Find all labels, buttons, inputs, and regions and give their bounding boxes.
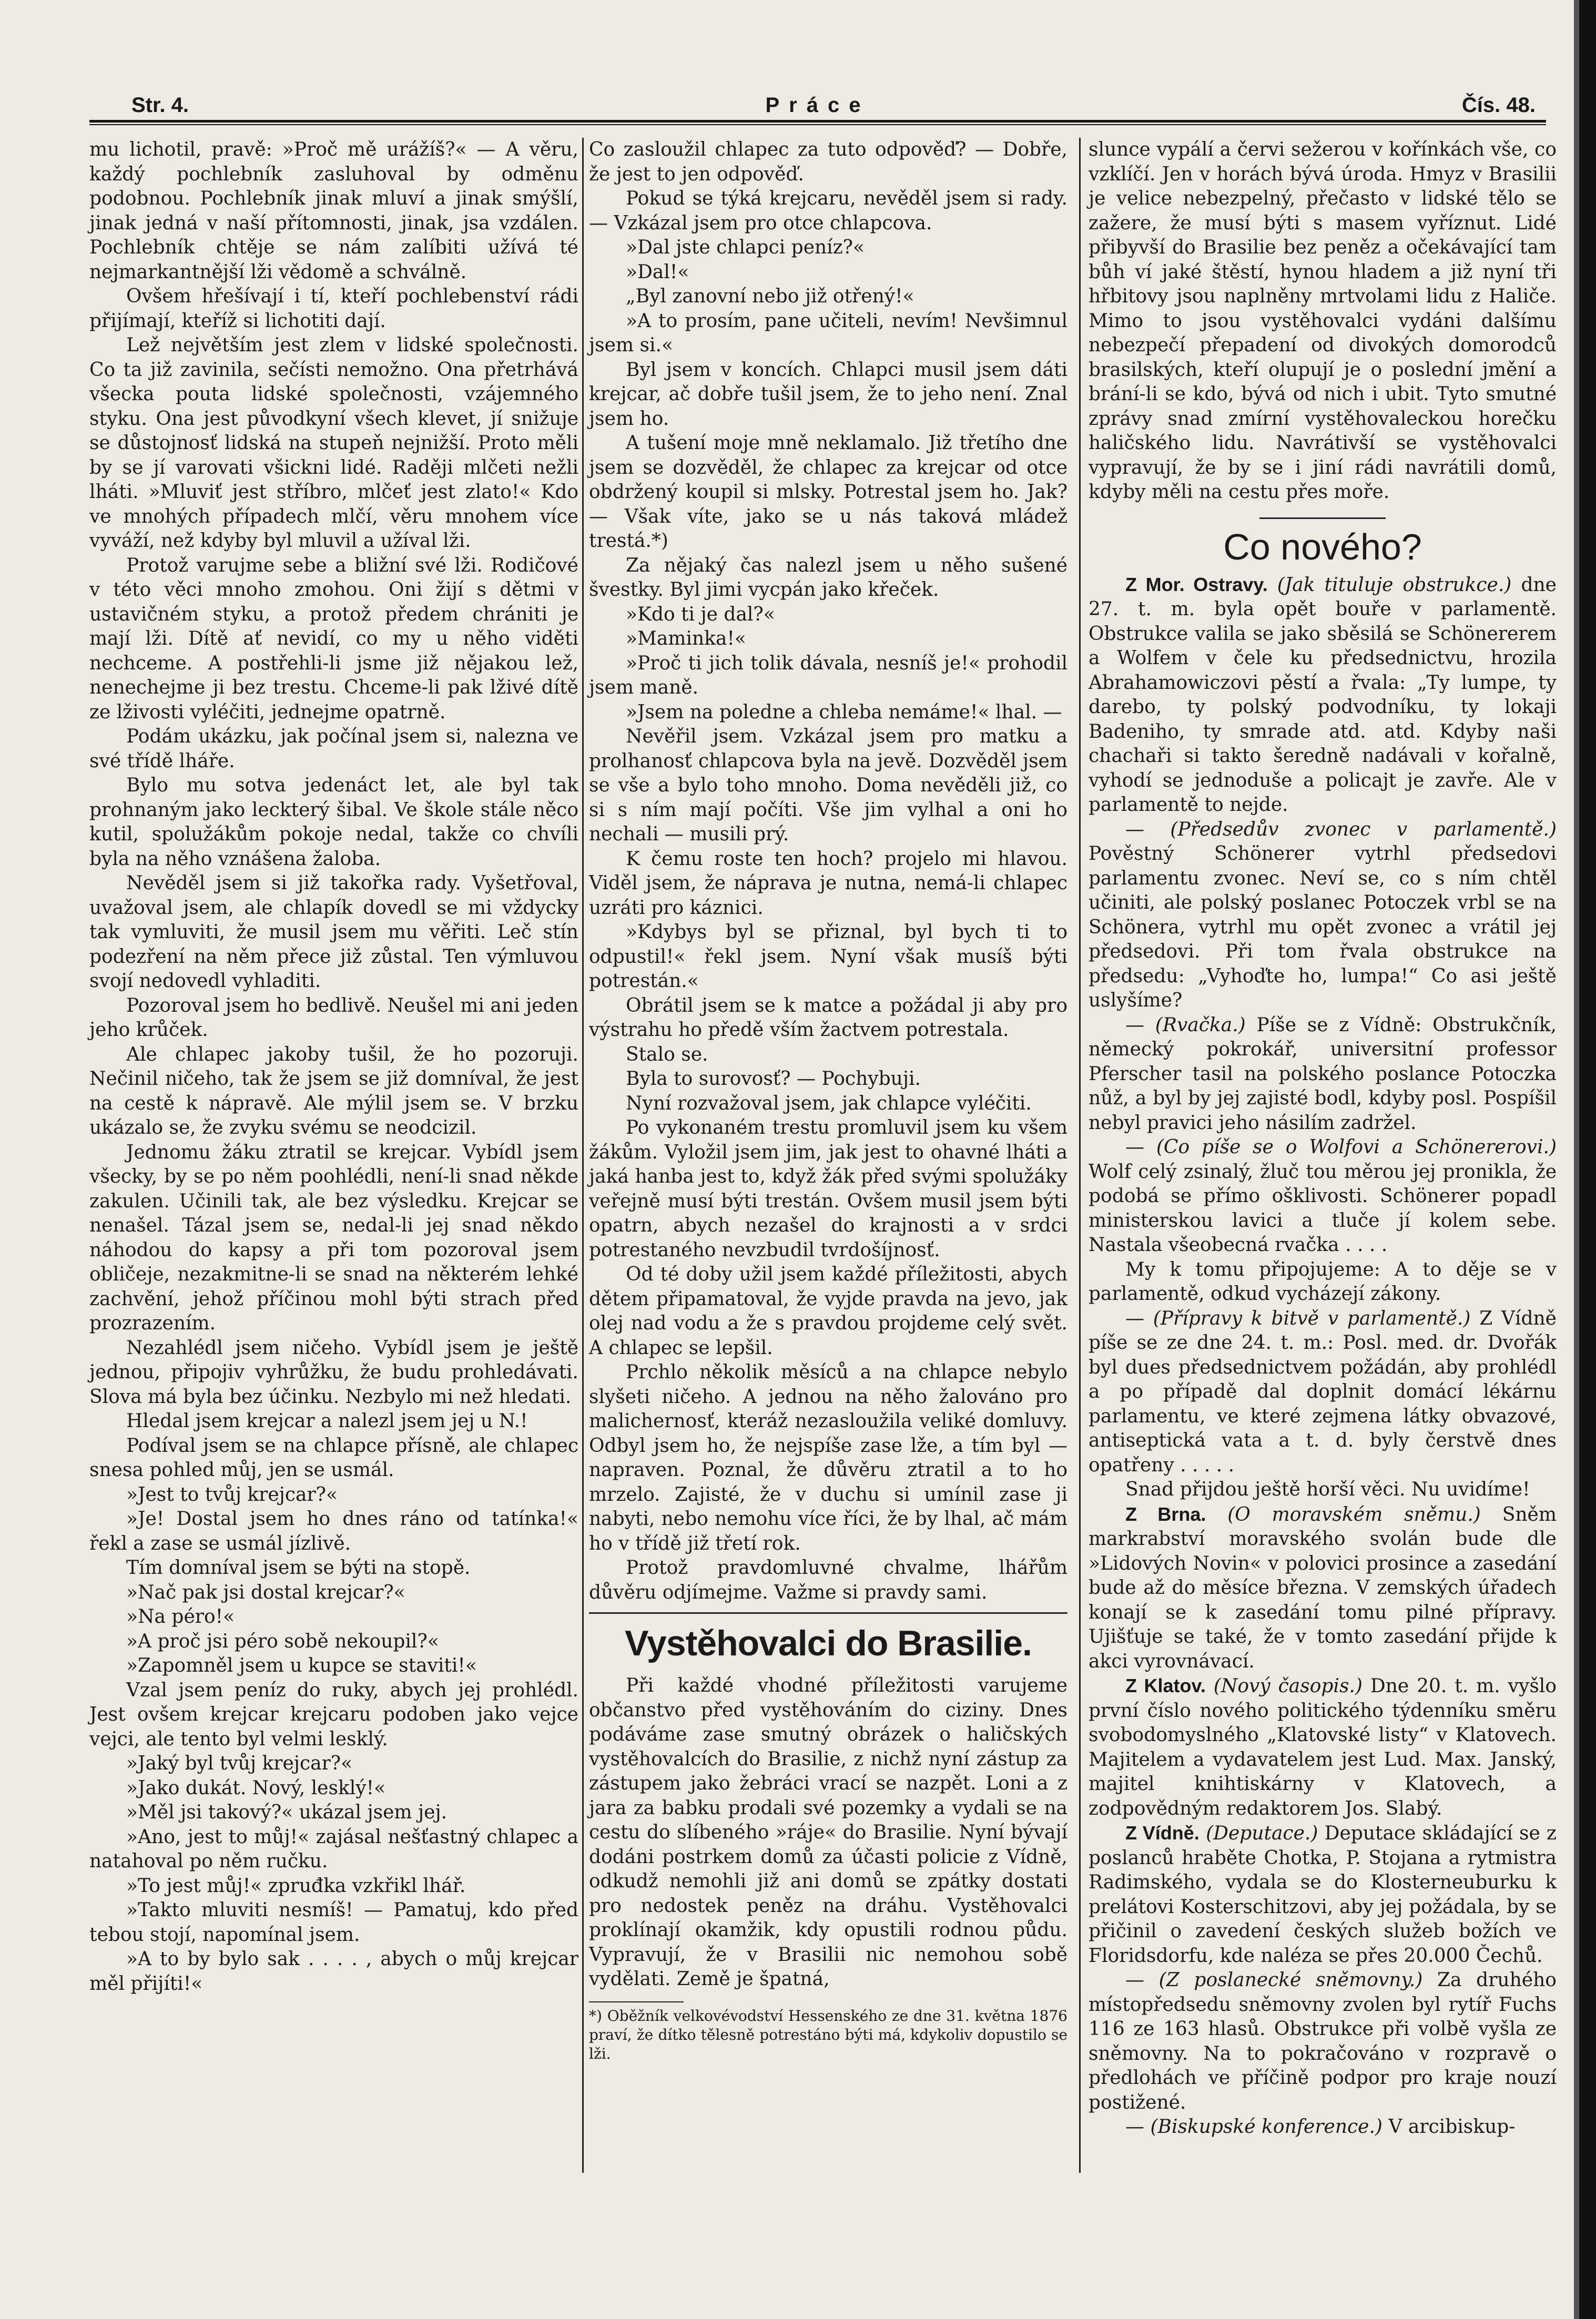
article-continuation (589, 138, 1068, 1605)
news-item-comment: Snad přijdou ještě horší věci. Nu uvidíme! (1125, 1479, 1530, 1500)
article-paragraph: Podám ukázku, jak počínal jsem si, nalezna ve své třídě lháře. (89, 726, 578, 772)
article-paragraph: Bylo mu sotva jedenáct let, ale byl tak prohnaným jako leckterý šibal. Ve škole stále něco kutil, spolužákům pokoje nedal, takže co chvíli byla na něho vznášena žaloba. (89, 775, 578, 870)
article-paragraph: Byl jsem v koncích. Chlapci musil jsem dáti krejcar, ač dobře tušil jsem, že to jeho není. Znal jsem ho. (589, 359, 1068, 430)
article-paragraph: Jednomu žáku ztratil se krejcar. Vybídl jsem všecky, by se po něm poohlédli, není-li snad někde zakulen. Učinili tak, ale bez výsledku. Krejcar se nenašel. Tázal jsem se, nedal-li jej snad někdo náhodou do kapsy a při tom pozoroval jsem obličeje, nezakmitne-li se snad na některém lehké zachvění, jehož příčinou mohl býti strach před prozrazením. (89, 1141, 578, 1334)
article-paragraph: Při každé vhodné příležitosti varujeme občanstvo před vystěhováním do ciziny. Dnes podáváme zase smutný obrázek o haličských vystěhovalcích do Brasilie, z nichž nyní zástup za zástupem jako žebráci vrací se nazpět. Loni a z jara za babku prodali své pozemky a vydali se na cestu do slíbeného »ráje« do Brasilie. Nyní bývají dodáni postrkem domů za účasti policie z Vídně, odkudž nemohli již ani domů se zpátky dostati pro nedostek peněz na dráhu. Vystěhovalci proklínají okamžik, kdy opustili rodnou půdu. Vypravují, že v Brasilii nic nemohou sobě vydělati. Země je špatná, (589, 1675, 1068, 1990)
article-paragraph: »Jako dukát. Nový, lesklý!« (126, 1777, 386, 1799)
article-paragraph: »Dal jste chlapci peníz?« (626, 237, 865, 258)
article-paragraph: Ale chlapec jakoby tušil, že ho pozoruji. Nečinil ničeho, tak že jsem se již domníval, že jest na cestě k nápravě. Ale mýlil jsem se. V brzku ukázalo se, že zvyku svému se neodcizil. (89, 1043, 578, 1138)
article-paragraph: »A proč jsi péro sobě nekoupil?« (126, 1630, 439, 1652)
article-paragraph: »Nač pak jsi dostal krejcar?« (126, 1581, 405, 1603)
article-paragraph: A tušení moje mně neklamalo. Již třetího dne jsem se dozvěděl, že chlapec za krejcar od otce obdržený koupil si mlsky. Potrestal jsem ho. Jak? — Však víte, jako se u nás taková mládež trestá.*) (589, 432, 1068, 552)
news-item-ostrava: Z Mor. Ostravy. (Jak tituluje obstrukce.) dne 27. t. m. byla opět bouře v parlamentě. Obstrukce valila se jako sběsilá se Schönererem a Wolfem v čele ku předsednictvu, hrozila Abrahamowiczovi pěstí a řvala: „Ty lumpe, ty darebo, ty polský podvodníku, ty lokaji Badeniho, ty smrade atd. atd. Kdyby naši chachaři si takto šeredně nadávali v kořalně, vyhodí se jednoduše a policajt je zavře. Ale v parlamentě to nejde. (1089, 573, 1557, 816)
article-paragraph: Podíval jsem se na chlapce přísně, ale chlapec snesa pohled můj, jen se usmál. (89, 1435, 578, 1481)
article-paragraph: Po vykonaném trestu promluvil jsem ku všem žákům. Vyložil jsem jim, jak jest to ohavné lháti a jaká hanba jest to, když žák před svými spolužáky veřejně musí býti trestán. Ovšem musil jsem býti opatrn, abych nezašel do krajnosti a v srdci potrestaného nevzbudil tvrdošíjnosť. (589, 1117, 1068, 1261)
article-paragraph: »Takto mluviti nesmíš! — Pamatuj, kdo před tebou stojí, napomínal jsem. (89, 1899, 578, 1946)
article-paragraph: Lež největším jest zlem v lidské společnosti. Co ta již zavinila, sečísti nemožno. Ona přetrhává všecka pouta lidské společnosti, vzájemného styku. Ona jest původkyní všech klevet, jí snižuje se důstojnosť lidská na stupeň nejnižší. Proto měli by se jí varovati všickni lidé. Raději mlčeti nežli lháti. »Mluviť jest stříbro, mlčeť jest zlato!« Kdo ve mnohých případech mlčí, věru mnohem více vyváží, než kdyby byl mluvil a užíval lži. (89, 334, 578, 552)
article-paragraph: Pozoroval jsem ho bedlivě. Neušel mi ani jeden jeho krůček. (89, 994, 578, 1041)
section-rule (589, 1612, 1068, 1614)
header-rule (89, 120, 1546, 125)
footnote-rule (589, 2001, 684, 2002)
article-paragraph: Pokud se týká krejcaru, nevěděl jsem si rady. — Vzkázal jsem pro otce chlapcova. (589, 188, 1068, 234)
column-divider (1079, 138, 1081, 2173)
news-item-pripravy: — (Přípravy k bitvě v parlamentě.) Z Vídně píše se ze dne 24. t. m.: Posl. med. dr. Dvořák byl dues předsednictvem požádán, aby prohlédl a po případě dal doplnit domácí lékárnu parlamentu, ve které zejmena látky obvazové, antiseptická vata a t. d. byly čerstvě dnes opatřeny . . . . . (1089, 1307, 1557, 1476)
article-paragraph: mu lichotil, pravě: »Proč mě urážíš?« — A věru, každý pochlebník zasluhoval by odměnu podobnou. Pochlebník jinak mluví a jinak smýšlí, jinak jedná v naší přítomnosti, jinak, jsa vzdálen. Pochlebník chtěje se nám zalíbiti užívá té nejmarkantnější lži vědomě a schválně. (89, 139, 578, 283)
article-paragraph: Stalo se. (626, 1043, 708, 1065)
article-paragraph: »Jaký byl tvůj krejcar?« (126, 1753, 353, 1774)
footnote: *) Oběžník velkovévodství Hessenského ze dne 31. května 1876 praví, že dítko tělesně potrestáno býti má, kdykoliv dopustilo se lži. (589, 2007, 1068, 2062)
article-paragraph: »Proč ti jich tolik dávala, nesníš je!« prohodil jsem maně. (589, 652, 1068, 698)
article-paragraph: Od té doby užil jsem každé příležitosti, abych dětem připamatoval, že vyjde pravda na jevo, jak olej nad vodu a že s pravdou projdeme celý svět. A chlapec se lepšil. (589, 1264, 1068, 1359)
article-paragraph: »Ano, jest to můj!« zajásal nešťastný chlapec a natahoval po něm ručku. (89, 1826, 578, 1872)
article-paragraph: Nezahlédl jsem ničeho. Vybídl jsem je ještě jednou, připojiv vyhrůžku, že budu prohledávati. Slova má byla bez účinku. Nezbylo mi než hledati. (89, 1337, 578, 1408)
news-item-snemovna: — (Z poslanecké sněmovny.) Za druhého místopředsedu sněmovny zvolen byl rytíř Fuchs 116 ze 163 hlasů. Obstrukce při volbě vyšla ze sněmovny. Na to pokračováno v rozpravě o předlohách ve příčině podpor pro kraje nouzí postižené. (1089, 1969, 1557, 2113)
article-paragraph: »Dal!« (626, 261, 689, 283)
article-paragraph: slunce vypálí a červi sežerou v kořínkách vše, co vzklíčí. Jen v horách bývá úroda. Hmyz v Brasilii je velice nebezpelný, přečasto v lidské tělo se zažere, že musí býti s masem vyříznut. Lidé přibyvší do Brasilie bez peněz a očekávající tam bůh ví jaké štěstí, hynou hladem a již nyní tři hřbitovy jsou naplněny mrtvolami lidu z Haliče. Mimo to jsou vystěhovalci vydáni dalšímu nebezpečí přepadení od divokých domorodců brasilských, kteří olupují je o poslední jmění a brání-li se kdo, bývá od nich i ubit. Tyto smutné zprávy snad zmírní vystěhovaleckou horečku haličského lidu. Navrátivší se vystěhovalci vypravují, že by se i jiní rádi navrátili domů, kdyby měli na cestu přes moře. (1089, 139, 1557, 503)
article-paragraph: Nyní rozvažoval jsem, jak chlapce vyléčiti. (626, 1092, 1032, 1114)
section-rule (1259, 517, 1386, 519)
article-paragraph: Byla to surovosť? — Pochybuji. (626, 1068, 921, 1090)
article-paragraph: »A to by bylo sak . . . . , abych o můj krejcar měl přijíti!« (89, 1948, 578, 1995)
article-paragraph: »Zapomněl jsem u kupce se staviti!« (126, 1655, 477, 1676)
article-paragraph: Ovšem hřešívají i tí, kteří pochlebenství rádi přijímají, kteříž si lichotiti dají. (89, 286, 578, 332)
article-paragraph: Prchlo několik měsíců a na chlapce nebylo slyšeti ničeho. A jednou na něho žalováno pro malichernosť, kteráž nezasloužila veliké domluvy. Odbyl jsem ho, že nejspíše zase lže, a tím byl — napraven. Poznal, že důvěru ztratil a to ho mrzelo. Zajisté, že v duchu si umínil zase ji nabyti, nebo nemohu více říci, že by lhal, ač mám ho v třídě již třetí rok. (589, 1361, 1068, 1554)
news-item-wolf: — (Co píše se o Wolfovi a Schönererovi.) Wolf celý zsinalý, žluč tou měrou jej pronikla, že podobá se přímo ošklivosti. Schönerer popadl ministerskou lavici a tluče jí kolem sebe. Nastala všeobecná rvačka . . . . (1089, 1136, 1557, 1256)
article-paragraph: Vzal jsem peníz do ruky, abych jej prohlédl. Jest ovšem krejcar krejcaru podoben jako vejce vejci, ale tento byl velmi lesklý. (89, 1679, 578, 1750)
section-title-co-noveho: Co nového? (1223, 526, 1422, 567)
article-paragraph: »Maminka!« (626, 628, 746, 649)
news-item-rvacka: — (Rvačka.) Píše se z Vídně: Obstrukčník, německý pokrokář, universitní professor Pferscher tasil na polského poslance Potoczka nůž, a byl by jej zajisté bodl, kdyby posl. Pospíšil nebyl pravici jeho násilím zadržel. (1089, 1014, 1557, 1134)
page-edge-shadow (1574, 0, 1579, 2319)
news-item-deputace: Z Vídně. (Deputace.) Deputace skládající se z poslanců hraběte Chotka, P. Stojana a rytmistra Radimského, vydala se do Klosterneuburku k prelátovi Kosterschitzovi, aby jej požádala, by se přičinil o zavedení českých služeb božích ve Floridsdorfu, kde naléza se přes 20.000 Čechů. (1089, 1822, 1557, 1967)
news-item-zvonec: — (Předsedův zvonec v parlamentě.) Pověstný Schönerer vytrhl předsedovi parlamentu zvonec. Neví se, co s ním chtěl učiniti, ale polský poslanec Potoczek vrbl se na Schönera, vytrhl mu opět zvonec a vrátil jej předsedovi. Při tom řvala obstrukce na předsedu: „Vyhoďte ho, lumpa!“ Co asi ještě uslyšíme? (1089, 818, 1557, 1011)
article-paragraph: »Kdybys byl se přiznal, byl bych ti to odpustil!« řekl jsem. Nyní však musíš býti potrestán.« (589, 921, 1068, 992)
column-divider (582, 138, 584, 2173)
article-paragraph: Nevěděl jsem si již takořka rady. Vyšetřoval, uvažoval jsem, ale chlapík dovedl se mi vždycky tak vymluviti, že musil jsem mu věřiti. Leč stín podezření na něm přece již zůstal. Ten výmluvou svojí nedovedl vyhladiti. (89, 872, 578, 992)
column-2 (589, 138, 1068, 2063)
news-item-comment: My k tomu připojujeme: A to děje se v parlamentě, odkud vycházejí zákony. (1089, 1258, 1557, 1305)
column-3 (1089, 138, 1557, 2140)
article-paragraph: Hledal jsem krejcar a nalezl jsem jej u N.! (126, 1410, 528, 1432)
article-title-brasilie: Vystěhovalci do Brasilie. (625, 1623, 1032, 1663)
article-paragraph: »Kdo ti je dal?« (626, 603, 775, 625)
article-paragraph: »Měl jsi takový?« ukázal jsem jej. (126, 1802, 448, 1823)
article-paragraph: »Jest to tvůj krejcar?« (126, 1483, 338, 1506)
paper-title: Práce (765, 94, 870, 117)
page-header (89, 89, 1546, 121)
article-paragraph: Protož pravdomluvné chvalme, lhářům důvěru odjímejme. Važme si pravdy sami. (589, 1557, 1068, 1603)
article-paragraph: »Na péro!« (126, 1606, 235, 1628)
article-paragraph: Nevěřil jsem. Vzkázal jsem pro matku a prolhanosť chlapcova byla na jevě. Dozvěděl jsem se vše a bylo toho mnoho. Doma nevěděli již, co si s ním mají počíti. Vše jim vylhal a oni ho nechali — musili prý. (589, 726, 1068, 845)
article-paragraph: »A to prosím, pane učiteli, nevím! Nevšimnul jsem si.« (589, 310, 1068, 356)
article-paragraph: Co zasloužil chlapec za tuto odpověď? — Dobře, že jest to jen odpověď. (589, 139, 1068, 185)
article-paragraph: »Je! Dostal jsem ho dnes ráno od tatínka!« řekl a zase se usmál jízlivě. (89, 1508, 578, 1554)
article-paragraph: Obrátil jsem se k matce a požádal ji aby pro výstrahu ho předě vším žactvem potrestala. (589, 994, 1068, 1041)
news-item-klatovy: Z Klatov. (Nový časopis.) Dne 20. t. m. vyšlo první číslo nového politického týdenníku směru svobodomyslného „Klatovské listy“ v Klatovech. Majitelem a vydavatelem jest Lud. Max. Janský, majitel knihtiskárny v Klatovech, a zodpovědným redaktorem Jos. Slabý. (1089, 1675, 1557, 1819)
article-paragraph: »Jsem na poledne a chleba nemáme!« lhal. — (626, 701, 1062, 723)
news-item-biskupske: — (Biskupské konference.) V arcibiskup- (1125, 2116, 1516, 2138)
article-paragraph: „Byl zanovní nebo již otřený!« (626, 286, 914, 307)
article-paragraph: »To jest můj!« zpruđka vzkřikl lhář. (126, 1875, 466, 1897)
column-1 (89, 138, 578, 1996)
article-paragraph: K čemu roste ten hoch? projelo mi hlavou. Viděl jsem, že náprava je nutna, nemá-li chlapec uzráti pro káznici. (589, 848, 1068, 919)
news-item-brno: Z Brna. (O moravském sněmu.) Sněm markrabství moravského svolán bude dle »Lidových Novin« v polovici prosince a zasedání bude až do měsíce března. V zemských úřadech konají se k zasedání tomu pilné přípravy. Ujišťuje se také, že v tomto zasedání přijde k akci vyrovnávací. (1089, 1503, 1557, 1672)
page-edge-border (1579, 0, 1596, 2319)
issue-number: Čís. 48. (1461, 94, 1536, 117)
article-paragraph: Tím domníval jsem se býti na stopě. (126, 1557, 471, 1579)
page-number: Str. 4. (131, 94, 189, 117)
article-paragraph: Protož varujme sebe a bližní své lži. Rodičové v této věci mnoho zmohou. Oni žijí s dětmi v ustavičném styku, a protož předem chrániti je mají lži. Dítě ať nevidí, co my u něho viděti nechceme. A postřehli-li jsme již nějakou lež, nenechejme ji bez trestu. Chceme-li pak lživé dítě ze lživosti vyléčiti, jednejme opatrně. (89, 554, 578, 723)
article-paragraph: Za nějaký čas nalezl jsem u něho sušené švestky. Byl jimi vycpán jako křeček. (589, 554, 1068, 601)
